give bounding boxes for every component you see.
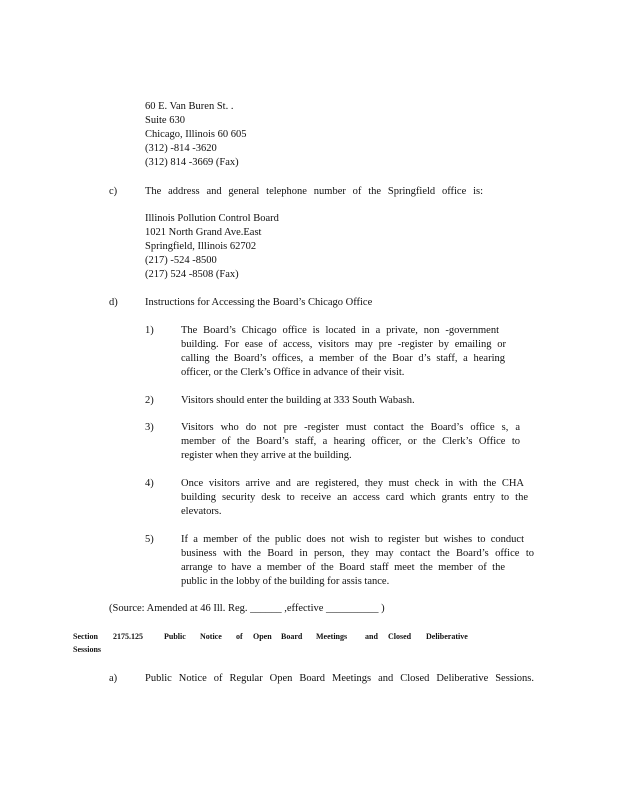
chicago-address-line: 60 E. Van Buren St. . — [145, 101, 234, 112]
point-2-line: Visitors should enter the building at 333 South Wabash. — [181, 395, 415, 406]
section-title-word: Deliberative — [426, 632, 468, 641]
point-5-line: If a member of the public does not wish to register but wishes to conduct — [181, 534, 524, 545]
springfield-address-line: 1021 North Grand Ave.East — [145, 227, 262, 238]
section-number: 2175.125 — [113, 632, 143, 641]
springfield-address-line: Illinois Pollution Control Board — [145, 213, 279, 224]
springfield-fax: (217) 524 -8508 (Fax) — [145, 269, 239, 280]
point-5-line: public in the lobby of the building for assis tance. — [181, 576, 390, 587]
point-number: 1) — [145, 325, 154, 336]
section-label: Section — [73, 632, 98, 641]
section-title-word: of — [236, 632, 243, 641]
item-a-marker: a) — [109, 673, 118, 684]
springfield-phone: (217) -524 -8500 — [145, 255, 217, 266]
point-number: 3) — [145, 422, 154, 433]
item-c-text: The address and general telephone number of the Springfield office is: — [145, 186, 483, 197]
point-1-line: building. For ease of access, visitors may pre -register by emailing or — [181, 339, 506, 350]
item-c-marker: c) — [109, 186, 118, 197]
point-number: 4) — [145, 478, 154, 489]
section-title-word: Public — [164, 632, 186, 641]
item-d-marker: d) — [109, 297, 118, 308]
point-number: 2) — [145, 395, 154, 406]
source-note: (Source: Amended at 46 Ill. Reg. ______ ,effective __________ ) — [109, 603, 385, 614]
point-3-line: Visitors who do not pre -register must contact the Board’s office s, a — [181, 422, 520, 433]
item-a-text: Public Notice of Regular Open Board Meetings and Closed Deliberative Sessions. — [145, 673, 534, 684]
point-4-line: Once visitors arrive and are registered, they must check in with the CHA — [181, 478, 524, 489]
point-number: 5) — [145, 534, 154, 545]
springfield-address-line: Springfield, Illinois 62702 — [145, 241, 257, 252]
point-3-line: register when they arrive at the building. — [181, 450, 352, 461]
point-5-line: arrange to have a member of the Board staff meet the member of the — [181, 562, 505, 573]
point-3-line: member of the Board’s staff, a hearing officer, or the Clerk’s Office to — [181, 436, 520, 447]
section-title-word: Open — [253, 632, 272, 641]
chicago-phone: (312) -814 -3620 — [145, 143, 217, 154]
section-title-continuation: Sessions — [73, 645, 102, 654]
section-title-word: Notice — [200, 632, 222, 641]
section-title-word: Board — [281, 632, 303, 641]
point-5-line: business with the Board in person, they may contact the Board’s office to — [181, 548, 534, 559]
point-1-line: calling the Board’s offices, a member of the Boar d’s staff, a hearing — [181, 353, 505, 364]
chicago-fax: (312) 814 -3669 (Fax) — [145, 157, 239, 168]
chicago-address-line: Suite 630 — [145, 115, 185, 126]
point-4-line: elevators. — [181, 506, 222, 517]
point-1-line: The Board’s Chicago office is located in a private, non -government — [181, 325, 499, 336]
section-title-word: and — [365, 632, 378, 641]
item-d-heading: Instructions for Accessing the Board’s Chicago Office — [145, 297, 373, 308]
point-4-line: building security desk to receive an access card which grants entry to the — [181, 492, 528, 503]
chicago-address-line: Chicago, Illinois 60 605 — [145, 129, 247, 140]
section-title-word: Closed — [388, 632, 412, 641]
point-1-line: officer, or the Clerk’s Office in advance of their visit. — [181, 367, 405, 378]
section-title-word: Meetings — [316, 632, 348, 641]
